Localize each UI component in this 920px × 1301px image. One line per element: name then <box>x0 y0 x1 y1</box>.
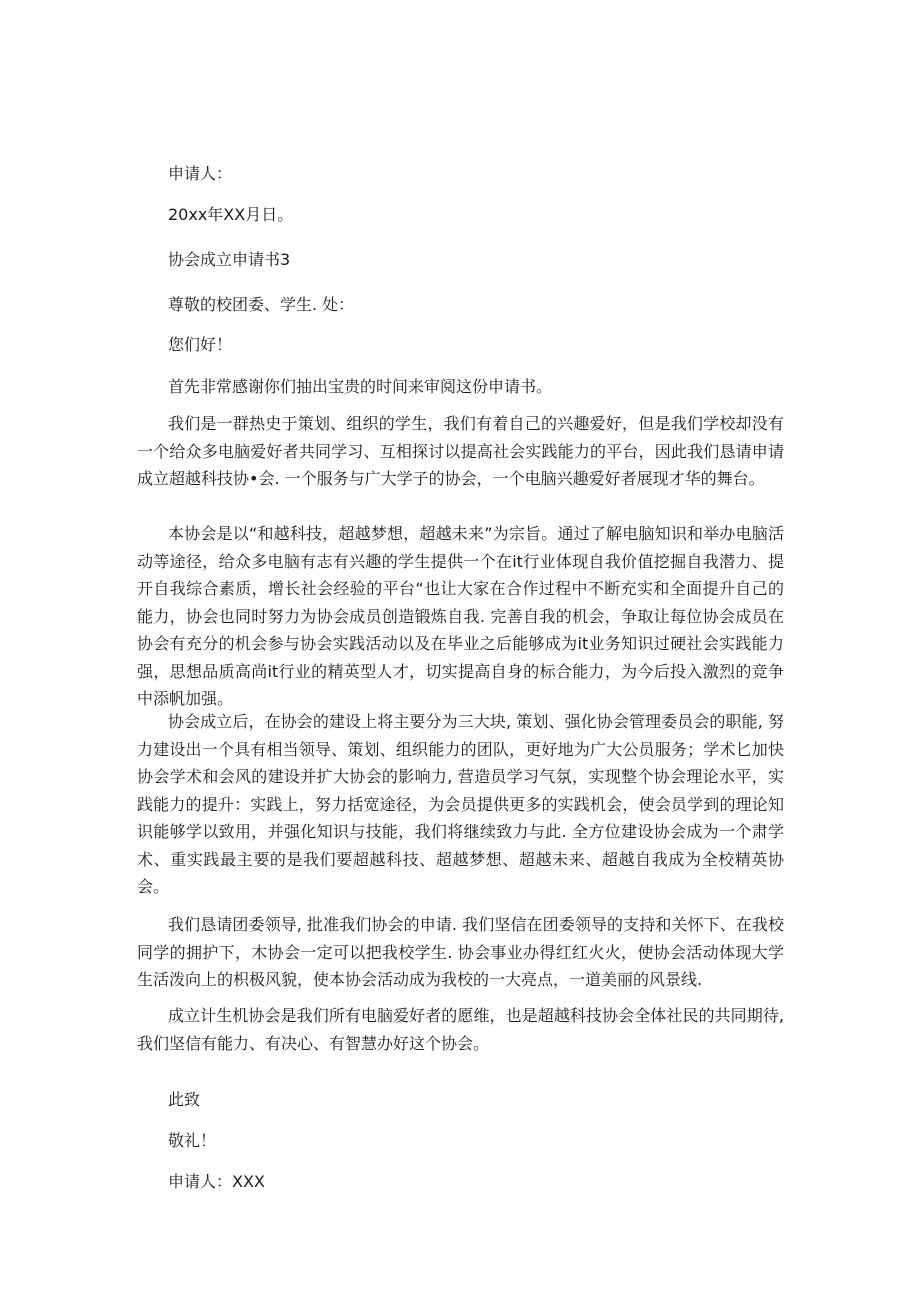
body-paragraph-4: 我们恳请团委领导, 批准我们协会的申请. 我们坚信在团委领导的支持和关怀下、在我校同学的拥护下，木协会一定可以把我校学生. 协会事业办得红红火火，使协会活动体现大学生活泼向上的枳极风貌，使本协会活动成为我校的一大亮点，一道美丽的风景线. <box>137 915 784 989</box>
salutation: 尊敬的校团委、学生. 处： <box>168 295 355 314</box>
greeting: 您们好！ <box>168 335 233 354</box>
closing-line-2: 敬礼！ <box>168 1131 217 1150</box>
body-paragraph-5: 成立计生机协会是我们所有电脑爱好者的愿维，也是超越科技协会全体社民的共同期待, 我们坚信有能力、有决心、有智慧办好这个协会。 <box>137 1006 784 1053</box>
body-paragraph-3: 协会成立后，在协会的建设上将主要分为三大块, 策划、强化协会管理委员会的职能, 努力建设出一个具有相当领导、策划、组织能力的团队，更好地为广大公员服务；学术匕加快协会学术和会风的建设并扩大协会的影响力, 营造员学习气氛，实现整个协会理论水平，实践能力的提升：实践上，努力括宽途径，为会员提供更多的实践机会，使会员学到的理论知识能够学以致用，并强化知识与技能，我们将继续致力与此. 全方位建设协会成为一个肃学术、重实践最主要的是我们要超越科技、超越梦想、超越未来、超越自我成为全校精英协会。 <box>137 712 784 896</box>
body-paragraph-1: 我们是一群热史于策划、组织的学生，我们有着自己的兴趣爱好，但是我们学校却没有一个给众多电脑爱好者共同学习、互相探讨以提高社会实践能力的平台，因此我们恳请申请成立超越科技协•会. 一个服务与广大学子的协会，一个电脑兴趣爱好者展现才华的舞台。 <box>137 414 784 488</box>
body-paragraph-2: 本协会是以“和越科技，超越梦想，超越未来”为宗旨。通过了解电脑知识和举办电脑活动等途径，给众多电脑有志有兴趣的学生提供一个在it行业体现自我价值挖掘自我潜力、提开自我综合素质，增长社会经验的平台“也让大家在合作过程中不断充实和全面提升自己的能力，协会也同时努力为协会成员创造锻炼自我. 完善自我的机会，争取让每位协会成员在协会有充分的机会参与协会实践活动以及在毕业之后能够成为it业务知识过硬社会实践能力强，思想品质高尚it行业的精英型人才，切实提高自身的标合能力，为今后投入激烈的竞争中添帆加强。 <box>137 524 784 708</box>
closing-line-1: 此致 <box>168 1090 201 1109</box>
applicant-line-top: 申请人： <box>168 164 233 183</box>
intro-line: 首先非常感谢你们抽出宝贵的时间来审阅这份申请书。 <box>168 377 553 396</box>
document-heading: 协会成立申请书3 <box>168 250 291 269</box>
signature-line: 申请人：XXX <box>168 1172 265 1191</box>
date-line: 20xx年XX月日。 <box>168 205 294 224</box>
